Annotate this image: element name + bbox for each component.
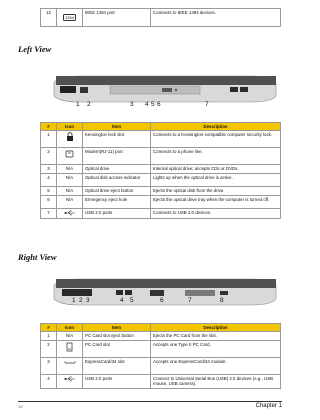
item-name: USB 2.0 ports xyxy=(83,209,151,219)
item-name: PC Card slot xyxy=(83,341,151,358)
chapter-label: Chapter 1 xyxy=(255,403,282,409)
callout-label: 8 xyxy=(220,297,224,304)
item-name: ExpressCard/34 slot xyxy=(83,358,151,375)
header-icon: Icon xyxy=(57,123,83,131)
row-number: 4 xyxy=(41,375,57,389)
row-number: 4 xyxy=(41,174,57,187)
item-description: Connects to USB 2.0 devices. xyxy=(151,209,281,219)
item-description: Connect to Universal Serial Bus (USB) 2.0 devices (e.g., USB mouse, USB camera). xyxy=(151,375,281,389)
callout-label: 6 xyxy=(157,101,161,108)
header-description: Description xyxy=(151,324,281,332)
row-number: 12 xyxy=(41,9,57,27)
item-name: PC Card slot eject button xyxy=(83,332,151,341)
row-number: 2 xyxy=(41,148,57,165)
left-view-table xyxy=(40,122,281,219)
item-name: USB 2.0 ports xyxy=(83,375,151,389)
header-num: # xyxy=(41,324,57,332)
table-row xyxy=(41,131,281,148)
row-icon-na: N/A xyxy=(57,187,83,196)
table-row xyxy=(41,332,281,341)
row-number: 1 xyxy=(41,131,57,148)
callout-label: 4 xyxy=(120,297,124,304)
callout-label: 5 xyxy=(151,101,155,108)
right-view-heading: Right View xyxy=(18,252,57,262)
page-number: 10 xyxy=(18,404,23,409)
item-name: Modem(RJ-11) port xyxy=(83,148,151,165)
right-view-callouts xyxy=(50,297,280,305)
item-name: Optical drive eject button xyxy=(83,187,151,196)
table-row xyxy=(41,165,281,174)
row-icon-na: N/A xyxy=(57,332,83,341)
item-description: Accepts one ExpressCard/34 module. xyxy=(151,358,281,375)
row-number: 3 xyxy=(41,358,57,375)
table-row xyxy=(41,358,281,375)
header-num: # xyxy=(41,123,57,131)
usb-icon xyxy=(57,375,83,389)
table-row xyxy=(41,341,281,358)
header-description: Description xyxy=(151,123,281,131)
callout-label: 2 xyxy=(79,297,83,304)
expresscard-icon xyxy=(57,358,83,375)
right-view-photo xyxy=(50,275,280,311)
ieee1394-table xyxy=(40,8,281,27)
left-view-callouts xyxy=(50,101,280,109)
item-name: Optical disk access indicator xyxy=(83,174,151,187)
callout-label: 1 xyxy=(72,297,76,304)
pc-card-icon xyxy=(57,341,83,358)
table-row xyxy=(41,375,281,389)
footer-divider xyxy=(18,401,282,402)
item-name: Kensington lock slot xyxy=(83,131,151,148)
ieee1394-icon-label: 1394 xyxy=(63,14,77,21)
row-number: 5 xyxy=(41,187,57,196)
table-row xyxy=(41,196,281,209)
table-row xyxy=(41,209,281,219)
callout-label: 3 xyxy=(130,101,134,108)
callout-label: 7 xyxy=(188,297,192,304)
table-row xyxy=(41,148,281,165)
callout-label: 7 xyxy=(205,101,209,108)
item-description: Ejects the optical disk from the drive. xyxy=(151,187,281,196)
item-description: Ejects the PC Card from the slot. xyxy=(151,332,281,341)
item-description: Connects to IEEE 1394 devices. xyxy=(151,9,281,27)
row-icon-na: N/A xyxy=(57,165,83,174)
callout-label: 1 xyxy=(76,101,80,108)
modem-icon xyxy=(57,148,83,165)
table-row xyxy=(41,9,281,27)
table-row xyxy=(41,187,281,196)
right-view-table xyxy=(40,323,281,389)
lock-icon xyxy=(57,131,83,148)
item-description: Ejects the optical drive tray when the computer is turned off. xyxy=(151,196,281,209)
callout-label: 3 xyxy=(86,297,90,304)
item-name: IEEE 1394 port xyxy=(83,9,151,27)
callout-label: 5 xyxy=(130,297,134,304)
table-row xyxy=(41,174,281,187)
row-number: 3 xyxy=(41,165,57,174)
callout-label: 4 xyxy=(145,101,149,108)
row-icon-na: N/A xyxy=(57,174,83,187)
table-header-row xyxy=(41,123,281,131)
row-number: 6 xyxy=(41,196,57,209)
left-view-heading: Left View xyxy=(18,44,52,54)
item-description: Connects to a Kensington-compatible computer security lock. xyxy=(151,131,281,148)
callout-label: 2 xyxy=(87,101,91,108)
item-name: Emergency eject hole xyxy=(83,196,151,209)
row-icon-na: N/A xyxy=(57,196,83,209)
table-header-row xyxy=(41,324,281,332)
header-item: Item xyxy=(83,123,151,131)
ieee1394-icon xyxy=(57,9,83,27)
item-description: Lights up when the optical drive is active. xyxy=(151,174,281,187)
item-description: Connects to a phone line. xyxy=(151,148,281,165)
row-number: 2 xyxy=(41,341,57,358)
item-name: Optical drive xyxy=(83,165,151,174)
header-icon: Icon xyxy=(57,324,83,332)
item-description: Internal optical drive; accepts CDs or DVDs. xyxy=(151,165,281,174)
usb-icon xyxy=(57,209,83,219)
item-description: Accepts one Type II PC Card. xyxy=(151,341,281,358)
row-number: 7 xyxy=(41,209,57,219)
callout-label: 6 xyxy=(160,297,164,304)
header-item: Item xyxy=(83,324,151,332)
row-number: 1 xyxy=(41,332,57,341)
